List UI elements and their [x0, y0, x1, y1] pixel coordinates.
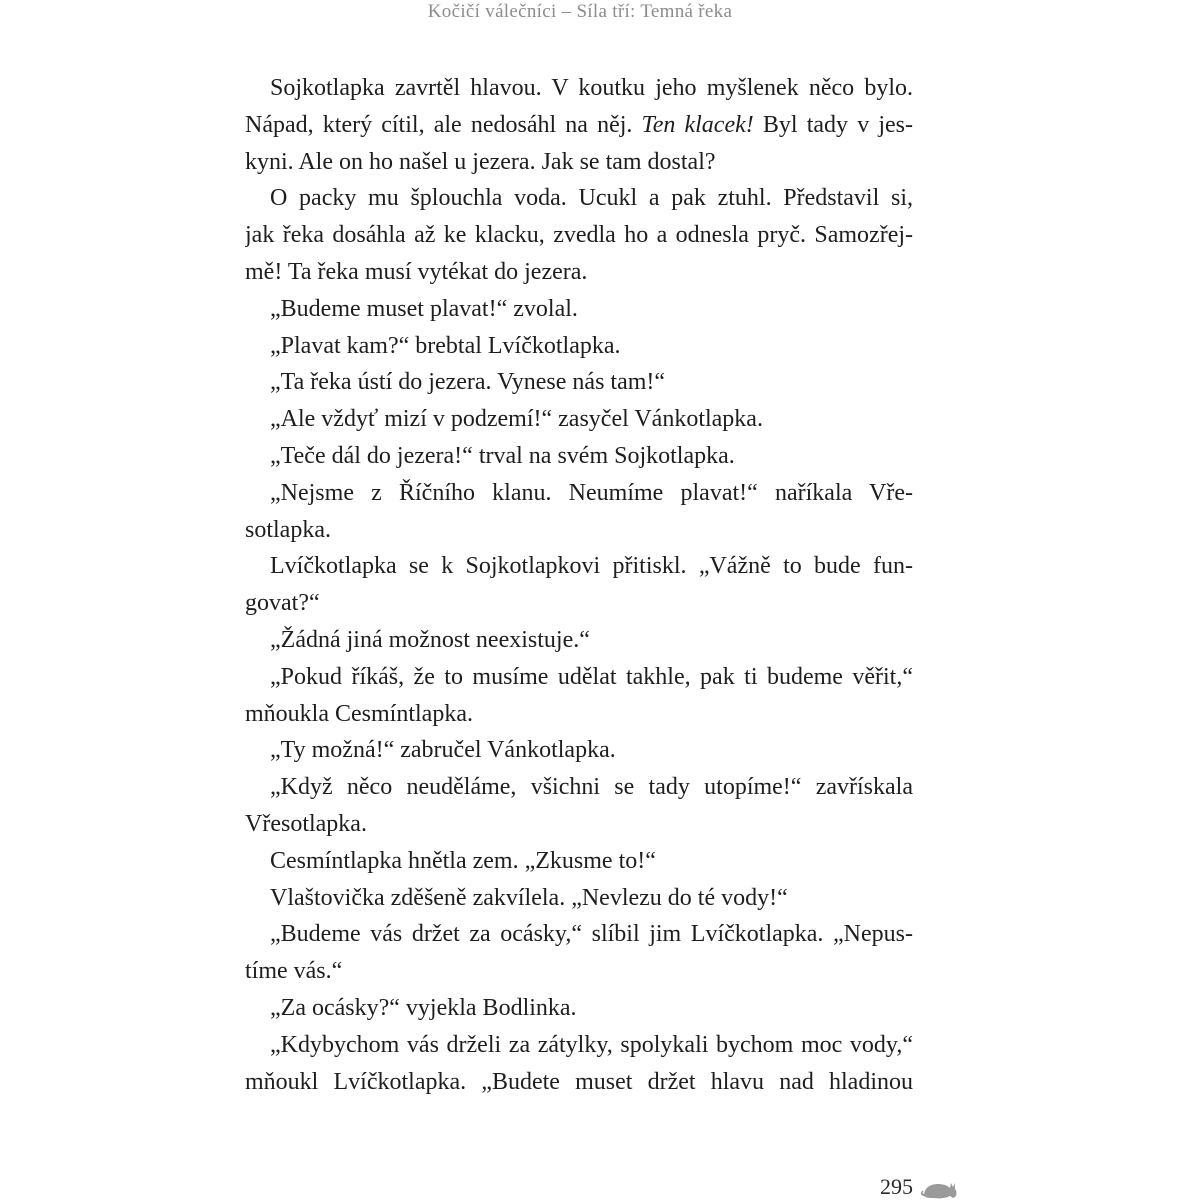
- text-line: „Kdybychom vás drželi za zátylky, spolykali bychom moc vody,“: [270, 1031, 913, 1058]
- text-line: „Když něco neuděláme, všichni se tady utopíme!“ zavřískala: [270, 774, 913, 801]
- text-line: „Žádná jiná možnost neexistuje.“: [270, 626, 590, 653]
- text-line: „Ale vždyť mizí v podzemí!“ zasyčel Vánkotlapka.: [270, 406, 763, 433]
- text-line: jak řeka dosáhla až ke klacku, zvedla ho a odnesla pryč. Samozřej-: [245, 222, 913, 249]
- text-line: „Nejsme z Říčního klanu. Neumíme plavat!“ naříkala Vře-: [270, 479, 913, 506]
- text-line: Vřesotlapka.: [245, 810, 367, 837]
- text-line: mňoukl Lvíčkotlapka. „Budete muset držet hlavu nad hladinou: [245, 1068, 913, 1095]
- text-line: govat?“: [245, 590, 320, 617]
- page-number: 295: [880, 1174, 913, 1199]
- text-line: „Teče dál do jezera!“ trval na svém Sojkotlapka.: [270, 442, 735, 469]
- text-line: Cesmíntlapka hnětla zem. „Zkusme to!“: [270, 847, 656, 874]
- text-line: „Budeme muset plavat!“ zvolal.: [270, 295, 578, 322]
- text-line: Vlaštovička zděšeně zakvílela. „Nevlezu do té vody!“: [270, 884, 788, 911]
- running-header: Kočičí válečníci – Síla tří: Temná řeka: [427, 1, 733, 22]
- text-line: „Budeme vás držet za ocásky,“ slíbil jim Lvíčkotlapka. „Nepus-: [270, 921, 913, 948]
- text-line: „Pokud říkáš, že to musíme udělat takhle, pak ti budeme věřit,“: [270, 663, 913, 690]
- text-line: Lvíčkotlapka se k Sojkotlapkovi přitiskl. „Vážně to bude fun-: [270, 553, 913, 580]
- page-text: [245, 70, 913, 1100]
- text-line: „Ta řeka ústí do jezera. Vynese nás tam!“: [270, 369, 666, 396]
- text-line: mňoukla Cesmíntlapka.: [245, 700, 473, 727]
- text-line: tíme vás.“: [245, 958, 343, 985]
- text-line: „Ty možná!“ zabručel Vánkotlapka.: [270, 737, 616, 764]
- text-line: mě! Ta řeka musí vytékat do jezera.: [245, 258, 588, 285]
- text-line: Sojkotlapka zavrtěl hlavou. V koutku jeho myšlenek něco bylo.: [270, 75, 913, 101]
- text-line: sotlapka.: [245, 516, 331, 543]
- text-line: kyni. Ale on ho našel u jezera. Jak se tam dostal?: [245, 148, 716, 175]
- text-line: „Za ocásky?“ vyjekla Bodlinka.: [270, 994, 577, 1021]
- cat-silhouette-icon: [920, 1174, 960, 1200]
- text-line: Nápad, který cítil, ale nedosáhl na něj. Ten klacek! Byl tady v jes-: [245, 111, 913, 138]
- text-line: „Plavat kam?“ brebtal Lvíčkotlapka.: [270, 332, 621, 359]
- text-line: O packy mu šplouchla voda. Ucukl a pak ztuhl. Představil si,: [270, 185, 913, 212]
